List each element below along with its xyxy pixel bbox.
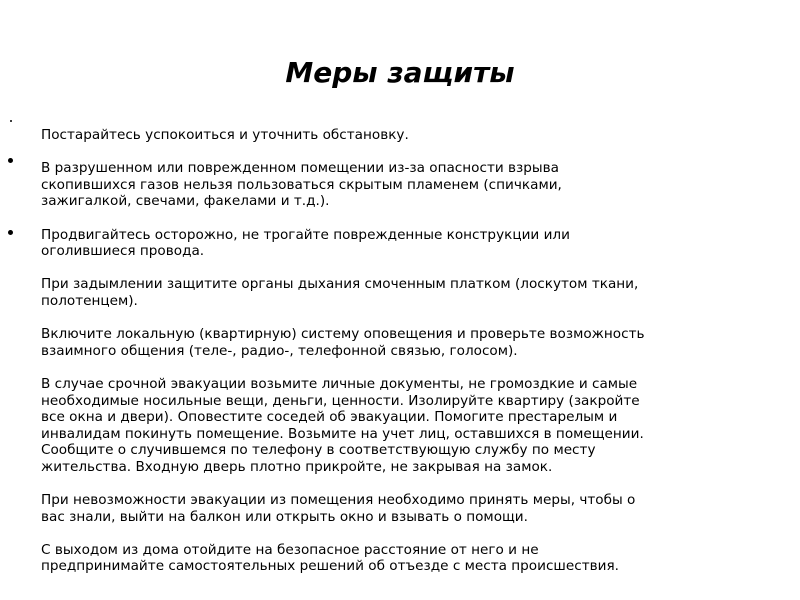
paragraph-alert-system: Включите локальную (квартирную) систему оповещения и проверьте возможность взаимного общения (теле-, радио-, телефонной связью, голосом). [41,326,645,359]
slide-body [41,127,781,575]
bullet-dot-small-icon [10,120,12,122]
bullet-dot-icon [8,158,13,163]
paragraph-move-carefully: Продвигайтесь осторожно, не трогайте поврежденные конструкции или оголившиеся провода. [41,226,570,260]
paragraph-calm-down: Постарайтесь успокоиться и уточнить обстановку. [41,127,409,143]
bullet-column [0,0,40,600]
paragraph-leave-safe-distance: С выходом из дома отойдите на безопасное расстояние от него и не предпринимайте самостоятельных решений об отъезде с места происшествия. [41,541,619,575]
paragraph-evacuation: В случае срочной эвакуации возьмите личные документы, не громоздкие и самые необходимые носильные вещи, деньги, ценности. Изолируйте квартиру (закройте все окна и двери). Оповестите соседей об эвакуации. Помогите престарелым и инвалидам покинуть помещение. Возьмите на учет лиц, оставшихся в помещении. Сообщите о случившемся по телефону в соответствующую службу по месту жительства. Входную дверь плотно прикройте, не закрывая на замок. [41,375,644,475]
bullet-dot-icon [8,230,13,235]
paragraph-no-open-flame: В разрушенном или поврежденном помещении из-за опасности взрыва скопившихся газов нельзя пользоваться скрытым пламенем (спичками, зажигалкой, свечами, факелами и т.д.). [41,160,562,210]
slide-title: Меры защиты [285,56,515,89]
paragraph-no-evacuation: При невозможности эвакуации из помещения необходимо принять меры, чтобы о вас знали, выйти на балкон или открыть окно и взывать о помощи. [41,492,636,525]
paragraph-smoke-protection: При задымлении защитите органы дыхания смоченным платком (лоскутом ткани, полотенцем). [41,276,639,309]
